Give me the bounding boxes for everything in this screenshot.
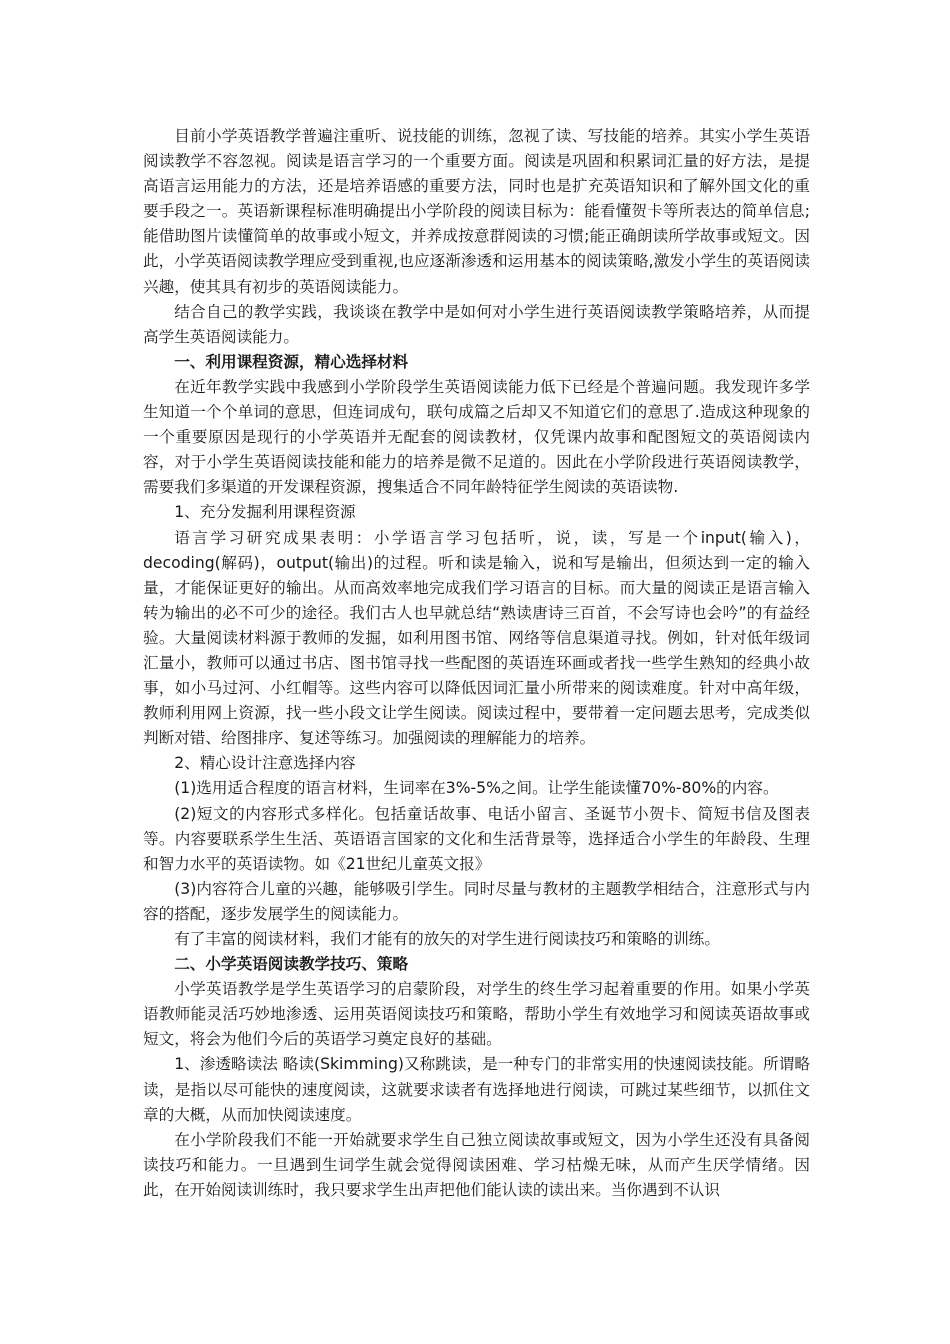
list-item-1: (1)选用适合程度的语言材料，生词率在3%-5%之间。让学生能读懂70%-80%的内容。 — [174, 779, 779, 798]
paragraph-body: 在小学阶段我们不能一开始就要求学生自己独立阅读故事或短文，因为小学生还没有具备阅读技巧和能力。一旦遇到生词学生就会觉得阅读困难、学习枯燥无味，从而产生厌学情绪。因此，在开始阅读训练时，我只要求学生出声把他们能认读的读出来。当你遇到不认识 — [143, 1130, 810, 1199]
subheading-1-2: 2、精心设计注意选择内容 — [174, 754, 356, 773]
list-item-3: (3)内容符合儿童的兴趣，能够吸引学生。同时尽量与教材的主题教学相结合，注意形式与内容的搭配，逐步发展学生的阅读能力。 — [143, 879, 810, 923]
paragraph-skimming: 1、渗透略读法 略读(Skimming)又称跳读，是一种专门的非常实用的快速阅读技能。所谓略读，是指以尽可能快的速度阅读，这就要求读者有选择地进行阅读，可跳过某些细节，以抓住文章的大概，从而加快阅读速度。 — [143, 1055, 810, 1124]
paragraph-body: 小学英语教学是学生英语学习的启蒙阶段，对学生的终生学习起着重要的作用。如果小学英语教师能灵活巧妙地渗透、运用英语阅读技巧和策略，帮助小学生有效地学习和阅读英语故事或短文，将会为他们今后的英语学习奠定良好的基础。 — [143, 980, 810, 1049]
section-heading-1: 一、利用课程资源，精心选择材料 — [174, 352, 409, 371]
document-body — [143, 124, 810, 1203]
subheading-1-1: 1、充分发掘利用课程资源 — [174, 503, 356, 522]
list-item-2: (2)短文的内容形式多样化。包括童话故事、电话小留言、圣诞节小贺卡、简短书信及图表等。内容要联系学生生活、英语语言国家的文化和生活背景等，选择适合小学生的年龄段、生理和智力水平的英语读物。如《21世纪儿童英文报》 — [143, 804, 810, 873]
paragraph-intro: 目前小学英语教学普遍注重听、说技能的训练，忽视了读、写技能的培养。其实小学生英语阅读教学不容忽视。阅读是语言学习的一个重要方面。阅读是巩固和积累词汇量的好方法，是提高语言运用能力的方法，还是培养语感的重要方法，同时也是扩充英语知识和了解外国文化的重要手段之一。英语新课程标准明确提出小学阶段的阅读目标为：能看懂贺卡等所表达的简单信息;能借助图片读懂简单的故事或小短文，并养成按意群阅读的习惯;能正确朗读所学故事或短文。因此，小学英语阅读教学理应受到重视,也应逐渐渗透和运用基本的阅读策略,激发小学生的英语阅读兴趣，使其具有初步的英语阅读能力。 — [143, 127, 810, 296]
paragraph-body: 语言学习研究成果表明：小学语言学习包括听，说，读，写是一个input(输入)，decoding(解码)，output(输出)的过程。听和读是输入，说和写是输出，但须达到一定的输入量，才能保证更好的输出。从而高效率地完成我们学习语言的目标。而大量的阅读正是语言输入转为输出的必不可少的途径。我们古人也早就总结“熟读唐诗三百首，不会写诗也会吟”的有益经验。大量阅读材料源于教师的发掘，如利用图书馆、网络等信息渠道寻找。例如，针对低年级词汇量小，教师可以通过书店、图书馆寻找一些配图的英语连环画或者找一些学生熟知的经典小故事，如小马过河、小红帽等。这些内容可以降低因词汇量小所带来的阅读难度。针对中高年级，教师利用网上资源，找一些小段文让学生阅读。阅读过程中，要带着一定问题去思考，完成类似判断对错、给图排序、复述等练习。加强阅读的理解能力的培养。 — [143, 528, 810, 748]
paragraph-body: 在近年教学实践中我感到小学阶段学生英语阅读能力低下已经是个普遍问题。我发现许多学生知道一个个单词的意思，但连词成句，联句成篇之后却又不知道它们的意思了.造成这种现象的一个重要原因是现行的小学英语并无配套的阅读教材，仅凭课内故事和配图短文的英语阅读内容，对于小学生英语阅读技能和能力的培养是微不足道的。因此在小学阶段进行英语阅读教学，需要我们多渠道的开发课程资源，搜集适合不同年龄特征学生阅读的英语读物. — [143, 377, 810, 497]
paragraph-practice: 结合自己的教学实践，我谈谈在教学中是如何对小学生进行英语阅读教学策略培养，从而提高学生英语阅读能力。 — [143, 302, 810, 346]
section-heading-2: 二、小学英语阅读教学技巧、策略 — [174, 955, 409, 974]
paragraph-body: 有了丰富的阅读材料，我们才能有的放矢的对学生进行阅读技巧和策略的训练。 — [174, 930, 720, 948]
